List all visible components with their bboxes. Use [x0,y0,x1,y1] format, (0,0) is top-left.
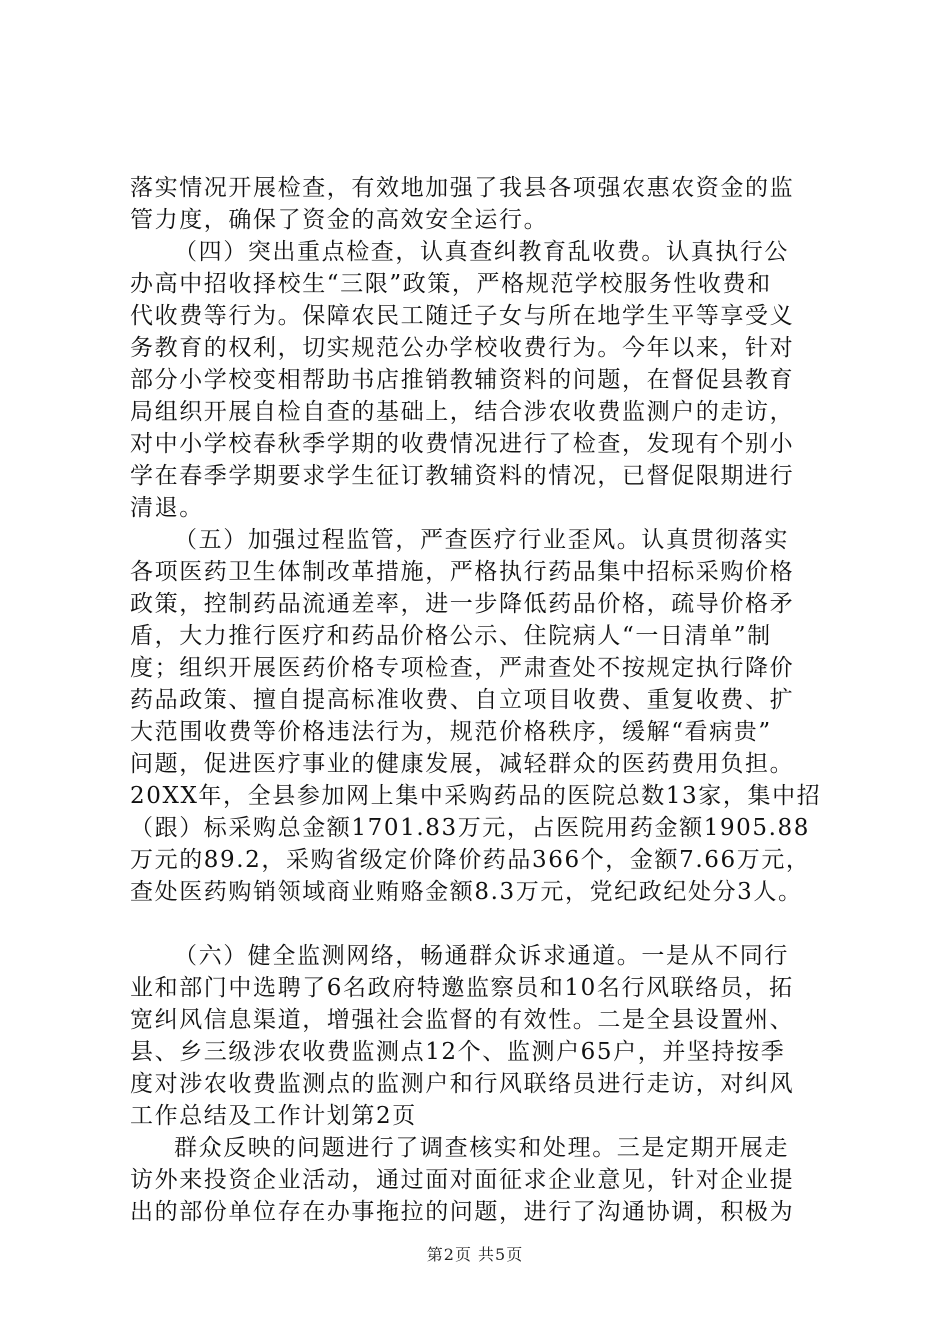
text-line: 学在春季学期要求学生征订教辅资料的情况，已督促限期进行 [130,463,795,489]
text-line: 查处医药购销领域商业贿赂金额8.3万元，党纪政纪处分3人。 [130,879,803,905]
text-line: 20XX年，全县参加网上集中采购药品的医院总数13家，集中招 [130,783,822,809]
text-line: （跟）标采购总金额1701.83万元，占医院用药金额1905.88 [130,815,811,841]
text-line: 县、乡三级涉农收费监测点12个、监测户65户，并坚持按季 [130,1039,786,1065]
text-line: 访外来投资企业活动，通过面对面征求企业意见，针对企业提 [130,1167,795,1193]
text-line: 对中小学校春秋季学期的收费情况进行了检查，发现有个别小 [130,431,795,457]
text-line: 度；组织开展医药价格专项检查，严肃查处不按规定执行降价 [130,655,795,681]
text-line: 局组织开展自检自查的基础上，结合涉农收费监测户的走访， [130,399,795,425]
text-line: 群众反映的问题进行了调查核实和处理。三是定期开展走 [174,1135,789,1161]
text-line: 大范围收费等价格违法行为，规范价格秩序，缓解“看病贵” [130,719,772,745]
text-line: 工作总结及工作计划第2页 [130,1103,417,1129]
blank-line [130,908,846,940]
text-line: 部分小学校变相帮助书店推销教辅资料的问题，在督促县教育 [130,367,795,393]
text-line: 落实情况开展检查，有效地加强了我县各项强农惠农资金的监 [130,175,795,201]
text-line: 办高中招收择校生“三限”政策，严格规范学校服务性收费和 [130,271,772,297]
text-line: 盾，大力推行医疗和药品价格公示、住院病人“一日清单”制 [130,623,772,649]
paragraph-heading-6: （六）健全监测网络，畅通群众诉求通道。一是从不同行 [174,943,789,969]
page-number-footer: 第2页 共5页 [426,1245,524,1264]
text-line: 出的部份单位存在办事拖拉的问题，进行了沟通协调，积极为 [130,1199,795,1225]
text-line: 宽纠风信息渠道，增强社会监督的有效性。二是全县设置州、 [130,1007,795,1033]
text-line: 度对涉农收费监测点的监测户和行风联络员进行走访，对纠风 [130,1071,795,1097]
text-line: 药品政策、擅自提高标准收费、自立项目收费、重复收费、扩 [130,687,795,713]
text-line: 问题，促进医疗事业的健康发展，减轻群众的医药费用负担。 [130,751,795,777]
paragraph-heading-4: （四）突出重点检查，认真查纠教育乱收费。认真执行公 [174,239,789,265]
text-line: 代收费等行为。保障农民工随迁子女与所在地学生平等享受义 [130,303,795,329]
text-line: 业和部门中选聘了6名政府特邀监察员和10名行风联络员，拓 [130,975,794,1001]
text-line: 管力度，确保了资金的高效安全运行。 [130,207,549,233]
text-line: 政策，控制药品流通差率，进一步降低药品价格，疏导价格矛 [130,591,795,617]
text-line: 万元的89.2，采购省级定价降价药品366个，金额7.66万元， [130,847,811,873]
text-line: 清退。 [130,495,204,521]
text-line: 务教育的权利，切实规范公办学校收费行为。今年以来，针对 [130,335,795,361]
document-body [130,172,846,1228]
text-line: 各项医药卫生体制改革措施，严格执行药品集中招标采购价格 [130,559,795,585]
paragraph-heading-5: （五）加强过程监管，严查医疗行业歪风。认真贯彻落实 [174,527,789,553]
